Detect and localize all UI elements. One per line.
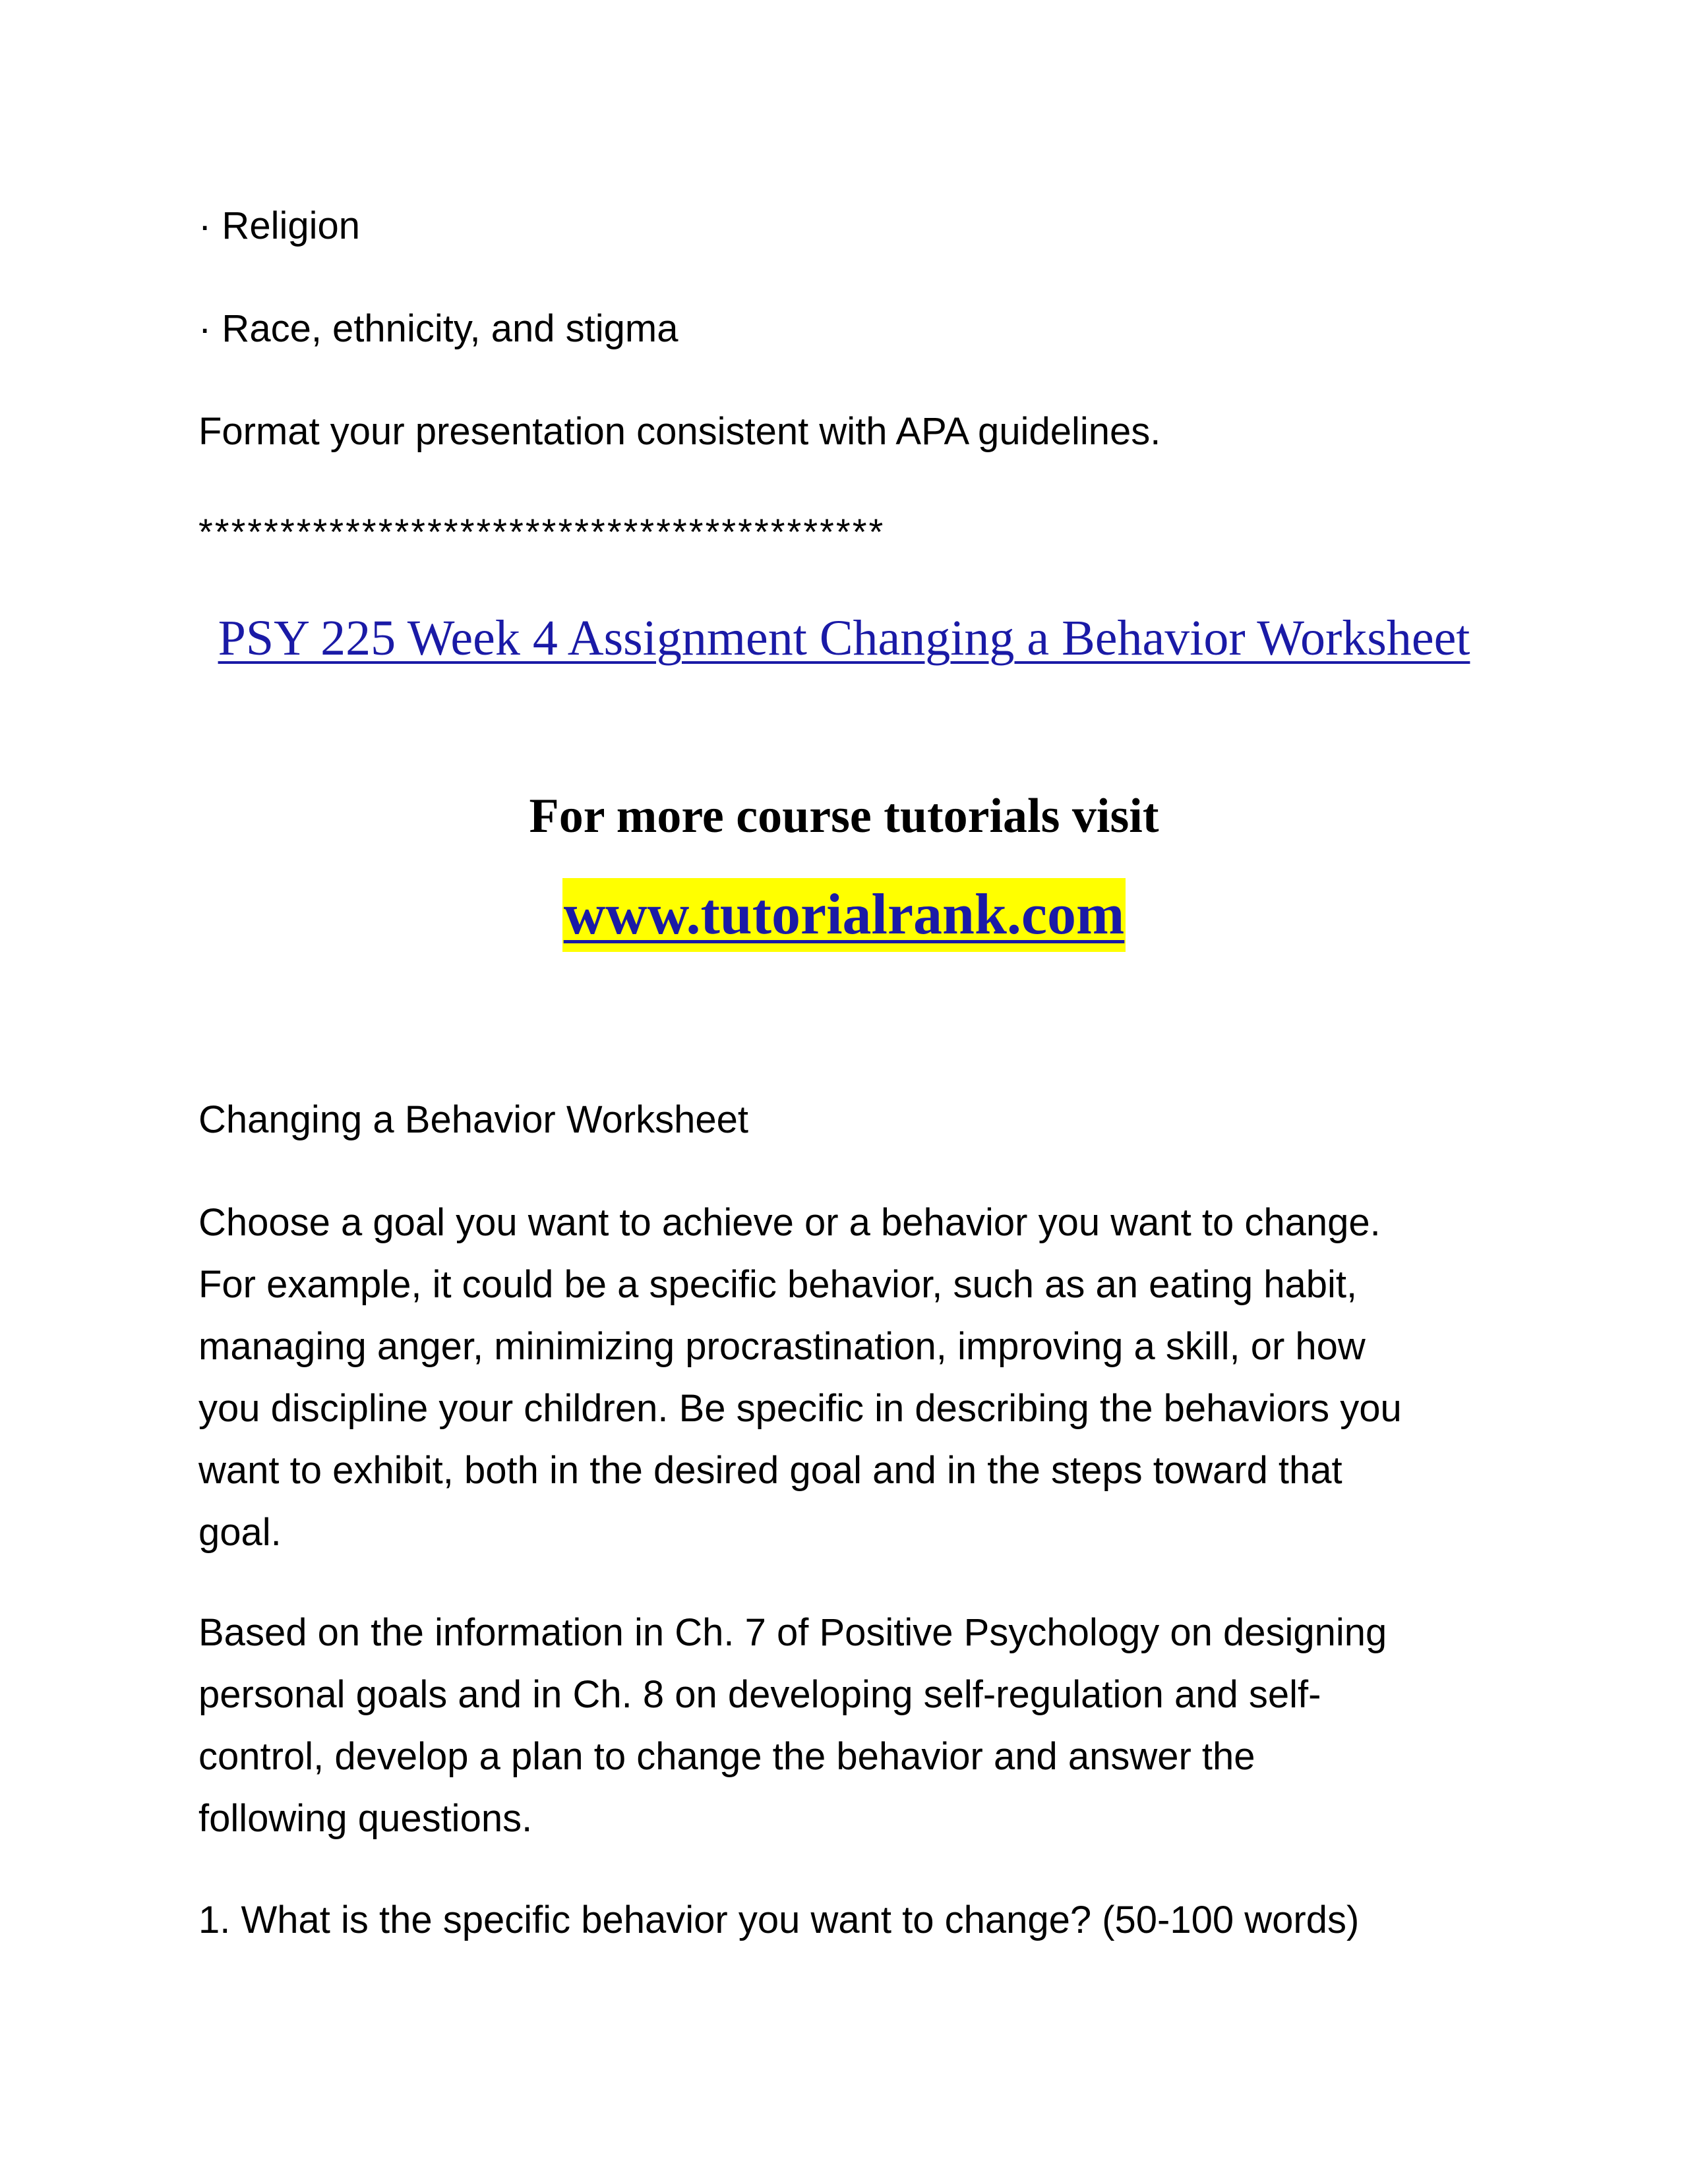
bullet-religion: · Religion [198, 204, 360, 247]
paragraph-line: want to exhibit, both in the desired goal and in the steps toward that [198, 1449, 1342, 1492]
paragraph-line: For example, it could be a specific behavior, such as an eating habit, [198, 1263, 1358, 1306]
separator-stars: ****************************************** [198, 511, 886, 552]
paragraph-line: personal goals and in Ch. 8 on developing self-regulation and self- [198, 1673, 1321, 1716]
worksheet-title: Changing a Behavior Worksheet [198, 1098, 748, 1141]
site-link-container [0, 878, 1688, 952]
paragraph-line: following questions. [198, 1797, 533, 1840]
paragraph-line: control, develop a plan to change the behavior and answer the [198, 1735, 1255, 1778]
paragraph-line: Based on the information in Ch. 7 of Positive Psychology on designing [198, 1611, 1387, 1654]
paragraph-choose-goal [198, 1192, 1491, 1564]
format-note: Format your presentation consistent with APA guidelines. [198, 410, 1161, 453]
tutorialrank-link[interactable]: www.tutorialrank.com [562, 878, 1126, 952]
paragraph-line: you discipline your children. Be specific in describing the behaviors you [198, 1387, 1402, 1430]
paragraph-line: Choose a goal you want to achieve or a behavior you want to change. [198, 1201, 1381, 1244]
course-title-link[interactable]: PSY 225 Week 4 Assignment Changing a Behavior Worksheet [218, 610, 1470, 666]
question-1: 1. What is the specific behavior you want to change? (50-100 words) [198, 1899, 1360, 1941]
paragraph-line: goal. [198, 1511, 282, 1554]
bullet-race-ethnicity-stigma: · Race, ethnicity, and stigma [198, 307, 678, 350]
paragraph-line: managing anger, minimizing procrastination, improving a skill, or how [198, 1325, 1366, 1368]
paragraph-based-on-info [198, 1602, 1491, 1850]
promo-heading: For more course tutorials visit [529, 789, 1159, 843]
